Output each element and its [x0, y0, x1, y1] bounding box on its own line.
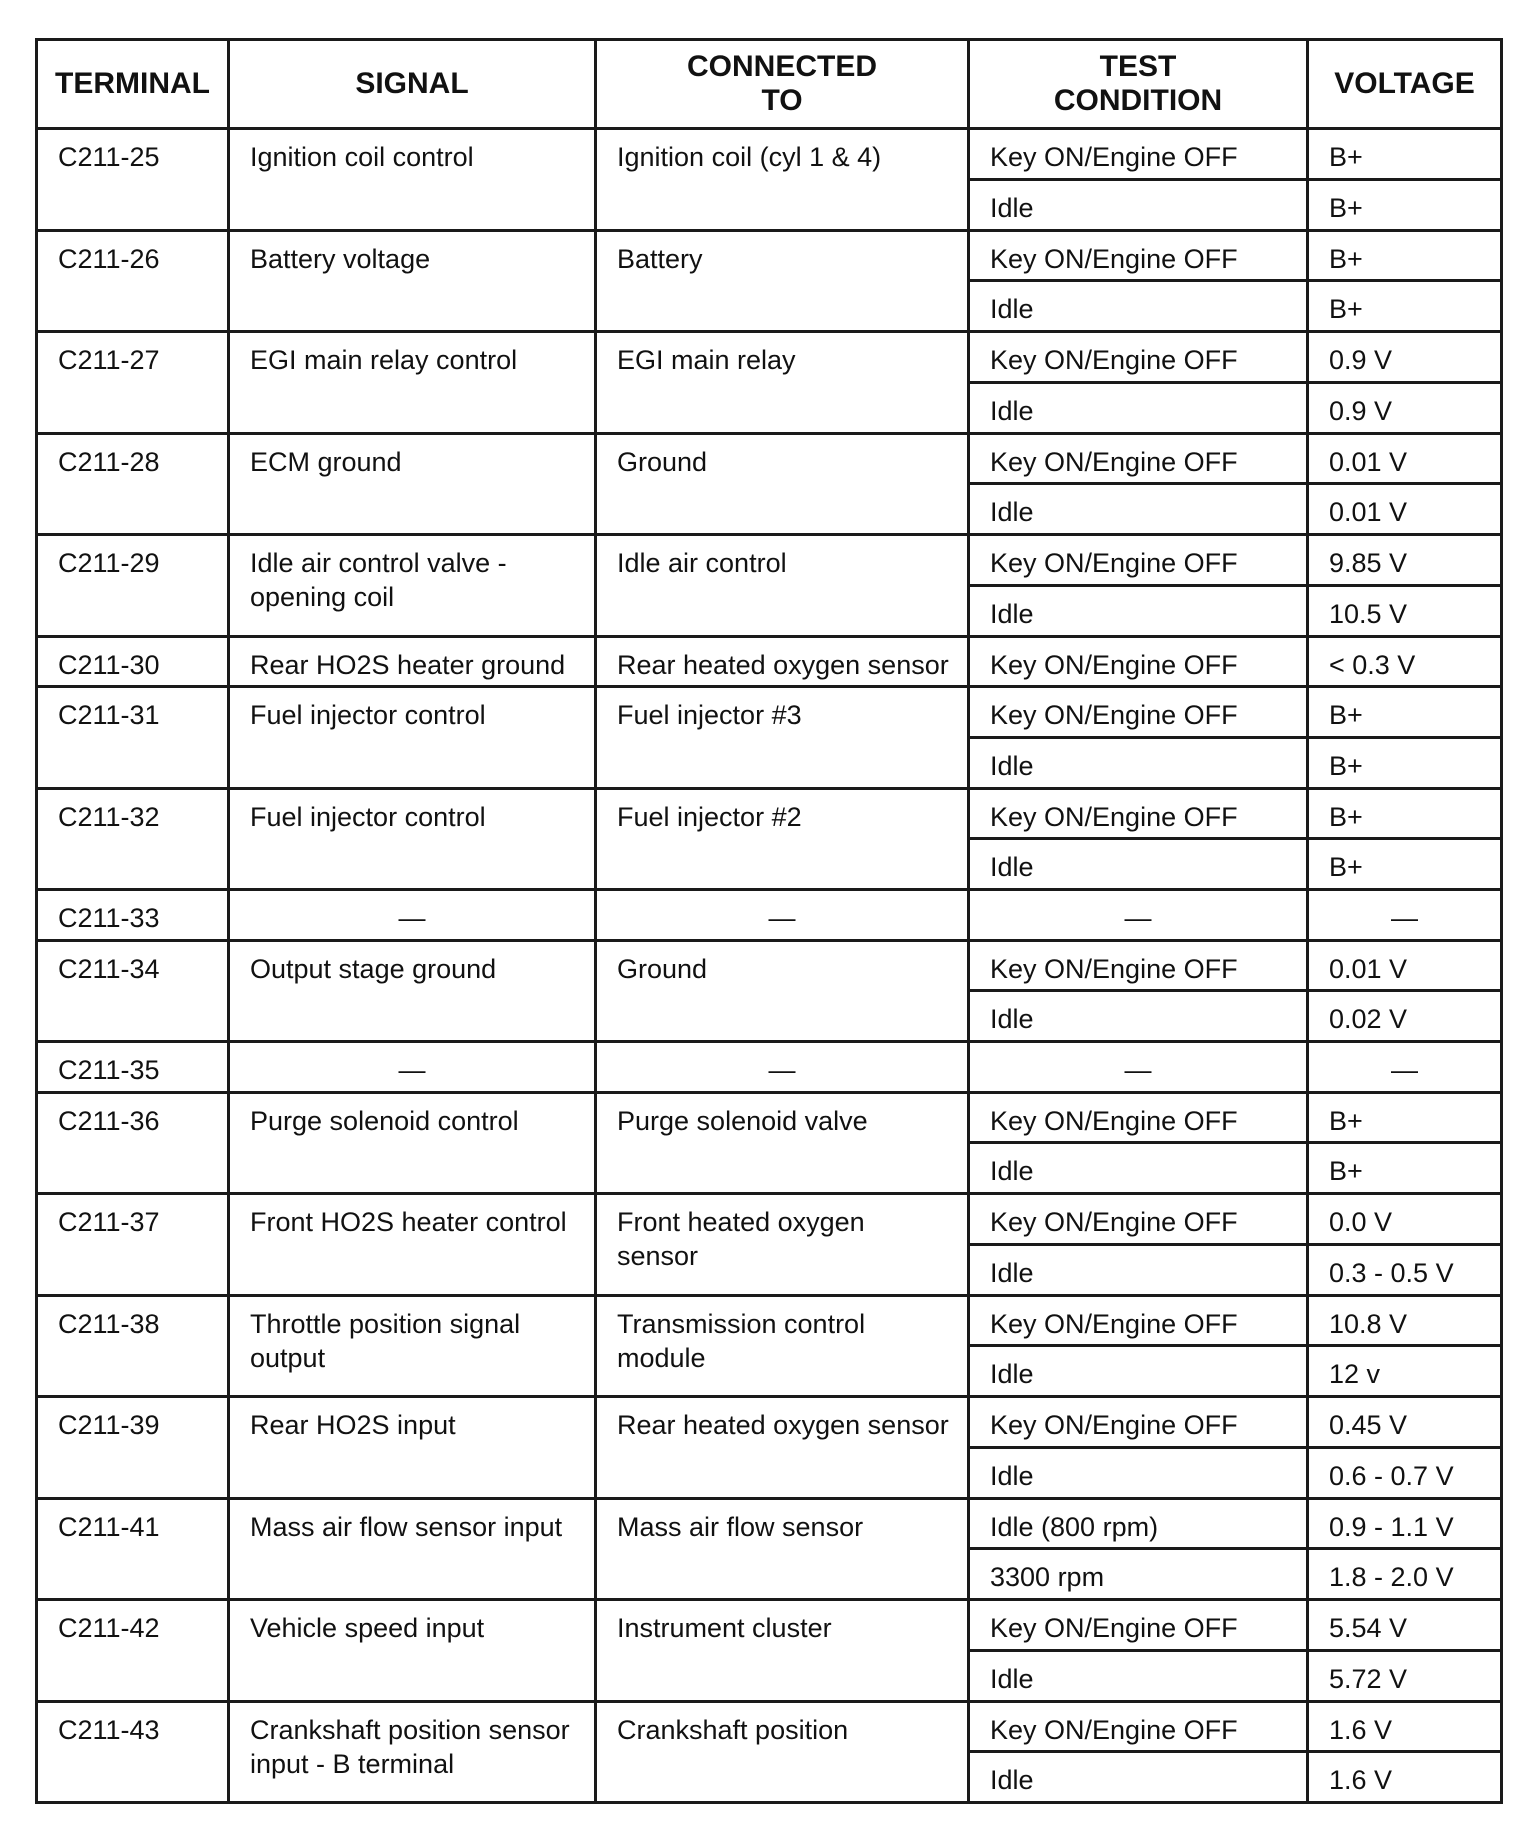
- table-row: [37, 535, 1502, 586]
- signal-cell: Battery voltage: [229, 230, 596, 332]
- table-row: [37, 1295, 1502, 1346]
- header-test-condition: TEST CONDITION: [969, 40, 1308, 129]
- header-connected-to: CONNECTED TO: [596, 40, 969, 129]
- voltage-cell: 1.6 V: [1308, 1752, 1502, 1803]
- connected-to-cell: Fuel injector #2: [596, 788, 969, 890]
- signal-cell: ECM ground: [229, 433, 596, 535]
- test-condition-cell: Idle: [969, 839, 1308, 890]
- voltage-cell: 0.01 V: [1308, 433, 1502, 484]
- voltage-cell: 5.72 V: [1308, 1650, 1502, 1701]
- voltage-cell: B+: [1308, 230, 1502, 281]
- test-condition-cell: Idle: [969, 382, 1308, 433]
- connected-to-cell: Rear heated oxygen sensor: [596, 1397, 969, 1499]
- voltage-cell: B+: [1308, 839, 1502, 890]
- signal-cell: Rear HO2S heater ground: [229, 636, 596, 687]
- terminal-cell: C211-29: [37, 535, 229, 637]
- signal-cell: Vehicle speed input: [229, 1600, 596, 1702]
- connected-to-cell: Purge solenoid valve: [596, 1092, 969, 1194]
- header-voltage: VOLTAGE: [1308, 40, 1502, 129]
- connected-to-cell: Idle air control: [596, 535, 969, 637]
- signal-cell: —: [229, 1042, 596, 1093]
- signal-cell: Purge solenoid control: [229, 1092, 596, 1194]
- signal-cell: Rear HO2S input: [229, 1397, 596, 1499]
- signal-cell: Fuel injector control: [229, 687, 596, 789]
- test-condition-cell: Idle: [969, 1346, 1308, 1397]
- table-row: [37, 636, 1502, 687]
- terminal-cell: C211-43: [37, 1701, 229, 1803]
- pinout-table: [35, 38, 1503, 1804]
- test-condition-cell: Idle: [969, 1143, 1308, 1194]
- test-condition-cell: Key ON/Engine OFF: [969, 1092, 1308, 1143]
- connected-to-cell: Transmission control module: [596, 1295, 969, 1397]
- voltage-cell: B+: [1308, 788, 1502, 839]
- table-row: [37, 1600, 1502, 1651]
- voltage-cell: B+: [1308, 1143, 1502, 1194]
- test-condition-cell: Idle: [969, 179, 1308, 230]
- connected-to-cell: Rear heated oxygen sensor: [596, 636, 969, 687]
- header-terminal: TERMINAL: [37, 40, 229, 129]
- voltage-cell: 0.9 V: [1308, 332, 1502, 383]
- voltage-cell: 0.01 V: [1308, 940, 1502, 991]
- voltage-cell: 0.9 V: [1308, 382, 1502, 433]
- terminal-cell: C211-35: [37, 1042, 229, 1093]
- terminal-cell: C211-38: [37, 1295, 229, 1397]
- signal-cell: Mass air flow sensor input: [229, 1498, 596, 1600]
- test-condition-cell: Key ON/Engine OFF: [969, 788, 1308, 839]
- terminal-cell: C211-25: [37, 129, 229, 231]
- voltage-cell: 0.6 - 0.7 V: [1308, 1447, 1502, 1498]
- signal-cell: Output stage ground: [229, 940, 596, 1042]
- table-row: [37, 1397, 1502, 1448]
- test-condition-cell: Key ON/Engine OFF: [969, 332, 1308, 383]
- test-condition-cell: Key ON/Engine OFF: [969, 1701, 1308, 1752]
- signal-cell: Throttle position signal output: [229, 1295, 596, 1397]
- table-row: [37, 1194, 1502, 1245]
- voltage-cell: 10.5 V: [1308, 585, 1502, 636]
- voltage-cell: 0.45 V: [1308, 1397, 1502, 1448]
- test-condition-cell: Idle: [969, 281, 1308, 332]
- voltage-cell: —: [1308, 1042, 1502, 1093]
- test-condition-cell: Key ON/Engine OFF: [969, 636, 1308, 687]
- voltage-cell: B+: [1308, 737, 1502, 788]
- test-condition-cell: Key ON/Engine OFF: [969, 230, 1308, 281]
- table-body: [37, 129, 1502, 1803]
- header-row: [37, 40, 1502, 129]
- terminal-cell: C211-30: [37, 636, 229, 687]
- table-row: [37, 1701, 1502, 1752]
- voltage-cell: B+: [1308, 281, 1502, 332]
- voltage-cell: 1.6 V: [1308, 1701, 1502, 1752]
- connected-to-cell: Mass air flow sensor: [596, 1498, 969, 1600]
- voltage-cell: 0.9 - 1.1 V: [1308, 1498, 1502, 1549]
- connected-to-cell: Instrument cluster: [596, 1600, 969, 1702]
- test-condition-cell: Key ON/Engine OFF: [969, 687, 1308, 738]
- voltage-cell: 10.8 V: [1308, 1295, 1502, 1346]
- test-condition-cell: Key ON/Engine OFF: [969, 129, 1308, 180]
- voltage-cell: B+: [1308, 687, 1502, 738]
- test-condition-cell: —: [969, 1042, 1308, 1093]
- test-condition-cell: Idle: [969, 1650, 1308, 1701]
- connected-to-cell: Fuel injector #3: [596, 687, 969, 789]
- table-row: [37, 1092, 1502, 1143]
- voltage-cell: B+: [1308, 1092, 1502, 1143]
- test-condition-cell: Idle: [969, 991, 1308, 1042]
- test-condition-cell: Key ON/Engine OFF: [969, 1295, 1308, 1346]
- voltage-cell: B+: [1308, 129, 1502, 180]
- test-condition-cell: Idle (800 rpm): [969, 1498, 1308, 1549]
- test-condition-cell: Key ON/Engine OFF: [969, 433, 1308, 484]
- signal-cell: EGI main relay control: [229, 332, 596, 434]
- connected-to-cell: Crankshaft position: [596, 1701, 969, 1803]
- voltage-cell: 1.8 - 2.0 V: [1308, 1549, 1502, 1600]
- terminal-cell: C211-36: [37, 1092, 229, 1194]
- header-signal: SIGNAL: [229, 40, 596, 129]
- voltage-cell: 5.54 V: [1308, 1600, 1502, 1651]
- test-condition-cell: Idle: [969, 1244, 1308, 1295]
- table-row: [37, 332, 1502, 383]
- test-condition-cell: Idle: [969, 737, 1308, 788]
- voltage-cell: 9.85 V: [1308, 535, 1502, 586]
- test-condition-cell: Key ON/Engine OFF: [969, 1194, 1308, 1245]
- voltage-cell: 0.0 V: [1308, 1194, 1502, 1245]
- connected-to-cell: Ground: [596, 940, 969, 1042]
- test-condition-cell: Idle: [969, 585, 1308, 636]
- terminal-cell: C211-41: [37, 1498, 229, 1600]
- voltage-cell: < 0.3 V: [1308, 636, 1502, 687]
- table-row: [37, 788, 1502, 839]
- table-row: [37, 433, 1502, 484]
- test-condition-cell: 3300 rpm: [969, 1549, 1308, 1600]
- signal-cell: Ignition coil control: [229, 129, 596, 231]
- test-condition-cell: —: [969, 890, 1308, 941]
- signal-cell: —: [229, 890, 596, 941]
- connected-to-cell: —: [596, 1042, 969, 1093]
- test-condition-cell: Key ON/Engine OFF: [969, 940, 1308, 991]
- connected-to-cell: Ignition coil (cyl 1 & 4): [596, 129, 969, 231]
- terminal-cell: C211-39: [37, 1397, 229, 1499]
- signal-cell: Front HO2S heater control: [229, 1194, 596, 1296]
- terminal-cell: C211-32: [37, 788, 229, 890]
- terminal-cell: C211-42: [37, 1600, 229, 1702]
- connected-to-cell: Ground: [596, 433, 969, 535]
- voltage-cell: 0.3 - 0.5 V: [1308, 1244, 1502, 1295]
- voltage-cell: B+: [1308, 179, 1502, 230]
- test-condition-cell: Idle: [969, 484, 1308, 535]
- table-row: [37, 230, 1502, 281]
- table-row: [37, 129, 1502, 180]
- voltage-cell: 0.02 V: [1308, 991, 1502, 1042]
- test-condition-cell: Idle: [969, 1447, 1308, 1498]
- voltage-cell: —: [1308, 890, 1502, 941]
- connected-to-cell: Front heated oxygen sensor: [596, 1194, 969, 1296]
- signal-cell: Idle air control valve - opening coil: [229, 535, 596, 637]
- voltage-cell: 0.01 V: [1308, 484, 1502, 535]
- test-condition-cell: Key ON/Engine OFF: [969, 1397, 1308, 1448]
- test-condition-cell: Key ON/Engine OFF: [969, 1600, 1308, 1651]
- terminal-cell: C211-34: [37, 940, 229, 1042]
- terminal-cell: C211-37: [37, 1194, 229, 1296]
- connected-to-cell: Battery: [596, 230, 969, 332]
- table-row: [37, 687, 1502, 738]
- signal-cell: Fuel injector control: [229, 788, 596, 890]
- table-row: [37, 940, 1502, 991]
- terminal-cell: C211-26: [37, 230, 229, 332]
- voltage-cell: 12 v: [1308, 1346, 1502, 1397]
- terminal-cell: C211-28: [37, 433, 229, 535]
- connected-to-cell: —: [596, 890, 969, 941]
- test-condition-cell: Idle: [969, 1752, 1308, 1803]
- terminal-cell: C211-27: [37, 332, 229, 434]
- connected-to-cell: EGI main relay: [596, 332, 969, 434]
- terminal-cell: C211-33: [37, 890, 229, 941]
- table-row: [37, 1042, 1502, 1093]
- terminal-cell: C211-31: [37, 687, 229, 789]
- test-condition-cell: Key ON/Engine OFF: [969, 535, 1308, 586]
- table-row: [37, 890, 1502, 941]
- signal-cell: Crankshaft position sensor input - B terminal: [229, 1701, 596, 1803]
- table-row: [37, 1498, 1502, 1549]
